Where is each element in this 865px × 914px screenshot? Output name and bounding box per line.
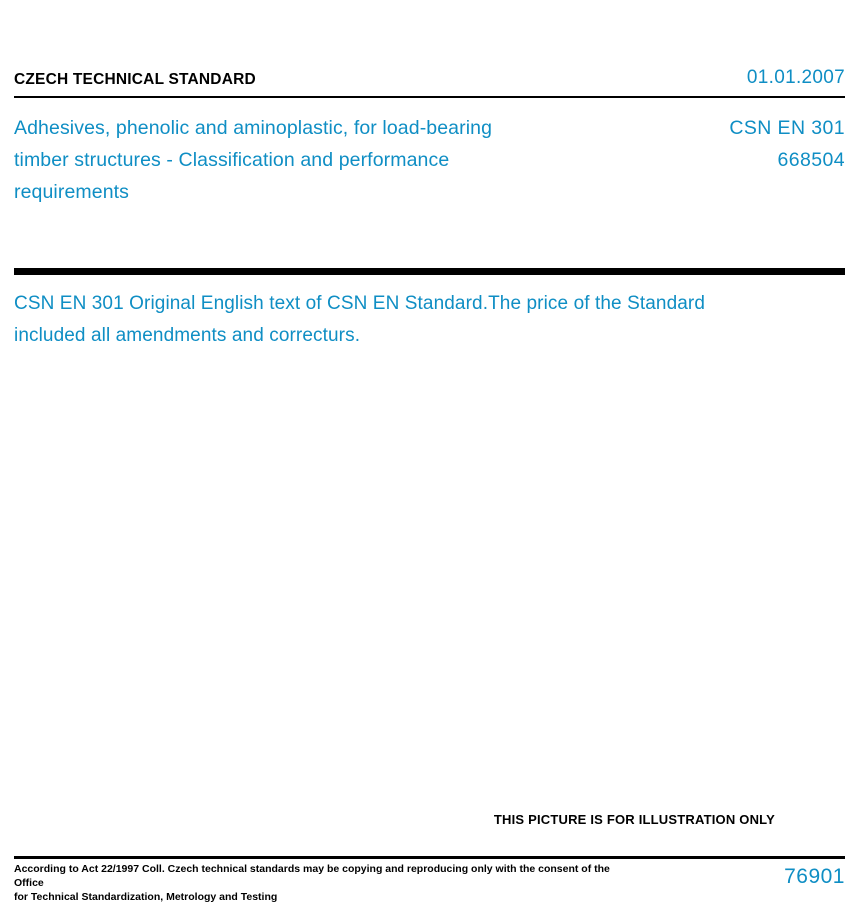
standard-code [565, 112, 845, 176]
title-block [14, 112, 845, 208]
standard-note [14, 288, 714, 352]
standard-title-line-2: load-bearing timber structures - Classification [14, 117, 493, 171]
footer-legal-text [14, 862, 614, 904]
header [14, 68, 845, 87]
publication-date: 01.01.2007 [746, 67, 845, 88]
standard-note-line-1: CSN EN 301 Original English text of CSN EN Standard.The price [14, 293, 569, 314]
header-divider [14, 96, 845, 98]
illustration-notice: THIS PICTURE IS FOR ILLUSTRATION ONLY [493, 812, 775, 827]
footer-legal-line-1: According to Act 22/1997 Coll. Czech technical standards may be copying and reproducing only with the consent of the Office [14, 863, 610, 889]
standard-title-line-1: Adhesives, phenolic and aminoplastic, for [14, 117, 377, 139]
footer [14, 862, 845, 904]
footer-legal-line-2: for Technical Standardization, Metrology and Testing [14, 891, 278, 903]
title-divider [14, 268, 845, 275]
standard-title-line-3: and performance requirements [14, 149, 450, 203]
standard-code-number: 668504 [777, 149, 845, 171]
standard-note-line-2: of the Standard included all amendments and correcturs. [14, 293, 706, 346]
footer-catalog-number: 76901 [784, 865, 845, 888]
document-type-label: CZECH TECHNICAL STANDARD [14, 70, 256, 88]
standard-code-designation: CSN EN 301 [729, 117, 845, 139]
footer-divider [14, 856, 845, 859]
standard-title [14, 112, 534, 208]
